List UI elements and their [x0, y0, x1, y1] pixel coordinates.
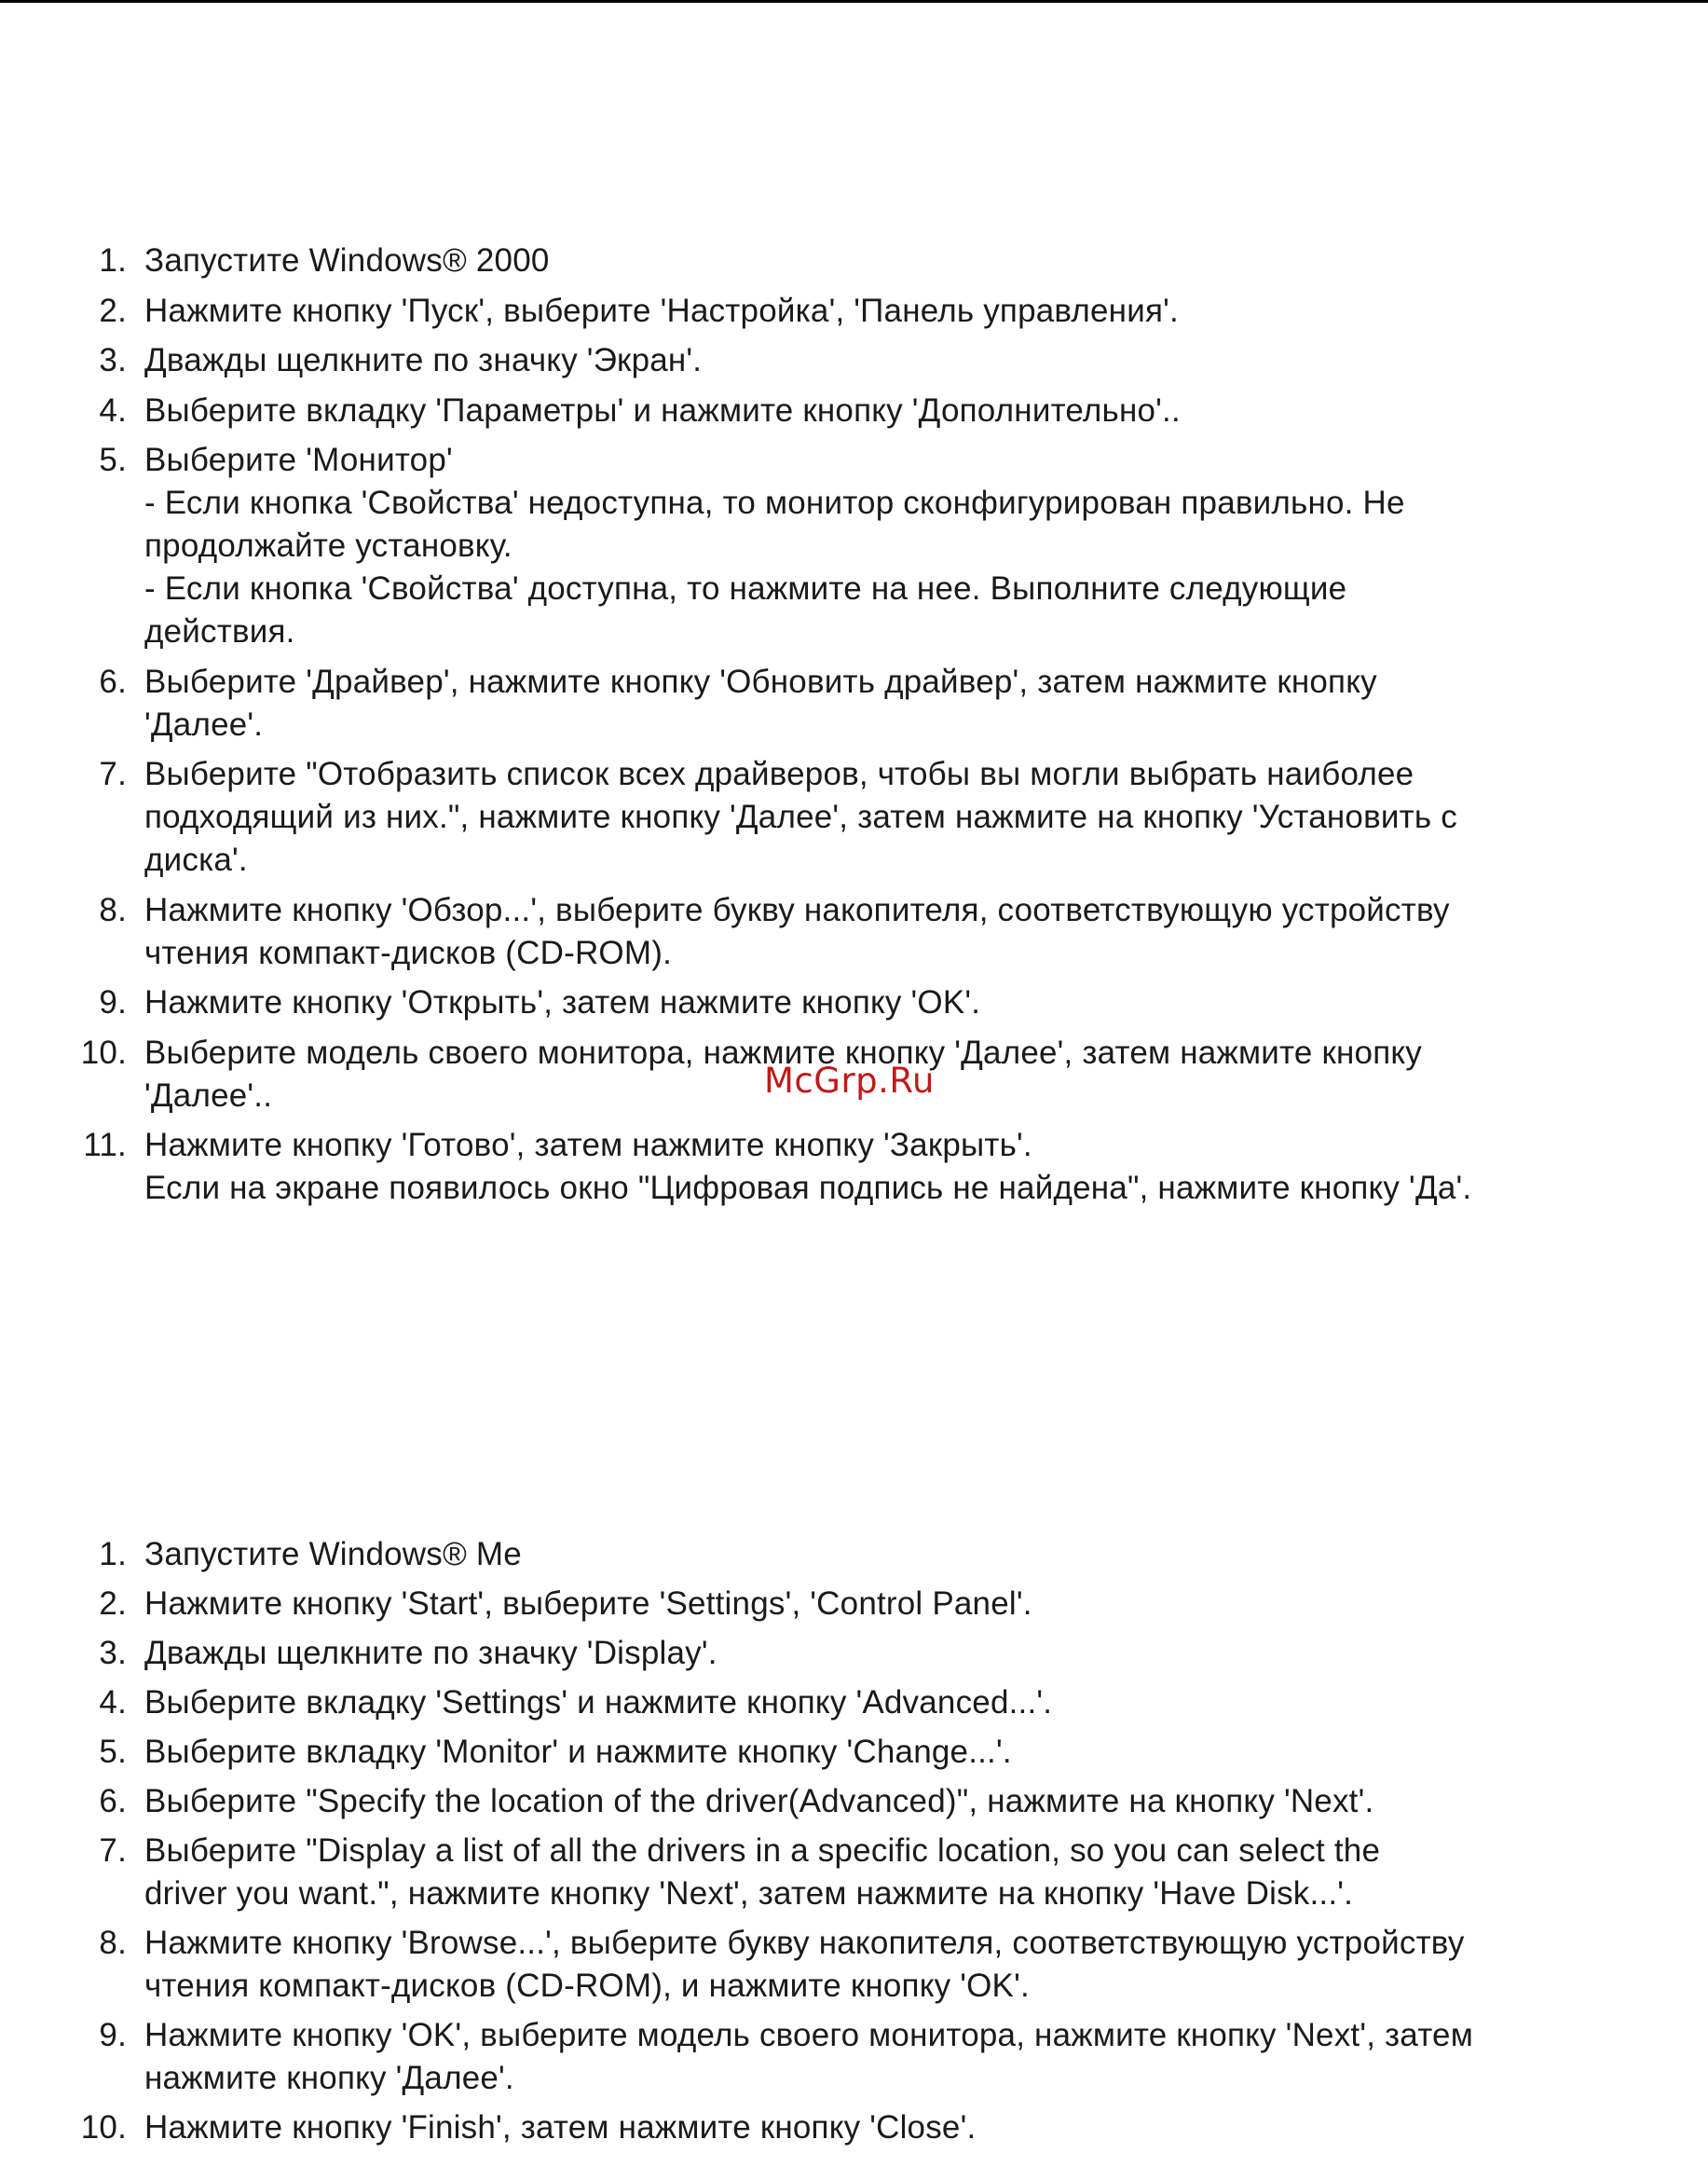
step-text-line: driver you want.", нажмите кнопку 'Next', затем нажмите на кнопку 'Have Disk...'. [144, 1875, 1354, 1912]
step-number: 7. [99, 756, 127, 792]
step-number: 6. [99, 663, 127, 700]
step-item [0, 240, 1631, 282]
step-item [0, 439, 1631, 653]
step-text: Выберите "Отобразить список всех драйверов, чтобы вы могли выбрать наиболее [144, 756, 1414, 792]
step-item [0, 1681, 1631, 1724]
step-item [0, 1583, 1631, 1625]
step-text-line: 'Далее'.. [144, 1077, 273, 1114]
step-number: 8. [99, 891, 127, 928]
step-text: Нажмите кнопку 'Browse...', выберите букву накопителя, соответствующую устройству [144, 1925, 1465, 1961]
step-text: Выберите вкладку 'Параметры' и нажмите кнопку 'Дополнительно'.. [144, 391, 1181, 429]
step-number: 10. [80, 1034, 127, 1071]
step-text: Выберите 'Драйвер', нажмите кнопку 'Обновить драйвер', затем нажмите кнопку [144, 663, 1377, 700]
step-number: 5. [99, 1734, 127, 1770]
step-text: Выберите модель своего монитора, нажмите кнопку 'Далее', затем нажмите кнопку [144, 1034, 1422, 1071]
step-number: 1. [99, 1536, 127, 1572]
step-text: Нажмите кнопку 'OK', выберите модель своего монитора, нажмите кнопку 'Next', затем [144, 2017, 1473, 2053]
step-number: 3. [99, 342, 127, 378]
step-number: 3. [99, 1635, 127, 1671]
step-text: Нажмите кнопку 'Пуск', выберите 'Настройка', 'Панель управления'. [144, 292, 1179, 329]
step-item [0, 1780, 1631, 1823]
step-number: 9. [99, 984, 127, 1021]
step-text-line: - Если кнопка 'Свойства' недоступна, то монитор сконфигурирован правильно. Не [144, 485, 1405, 521]
step-text: Дважды щелкните по значку 'Экран'. [144, 342, 703, 378]
step-text-line: диска'. [144, 842, 248, 878]
step-item [0, 889, 1631, 975]
step-number: 1. [99, 242, 127, 279]
step-item [0, 2106, 1631, 2149]
step-item [0, 661, 1631, 747]
step-item [0, 290, 1631, 333]
step-number: 9. [99, 2017, 127, 2053]
step-text: Нажмите кнопку 'Готово', затем нажмите кнопку 'Закрыть'. [144, 1127, 1032, 1163]
step-text-line: - Если кнопка 'Свойства' доступна, то нажмите на нее. Выполните следующие [144, 570, 1347, 607]
step-text: Нажмите кнопку 'Открыть', затем нажмите кнопку 'OK'. [144, 984, 981, 1021]
step-text-line: подходящий из них.", нажмите кнопку 'Далее', затем нажмите на кнопку 'Установить с [144, 799, 1457, 835]
step-number: 2. [99, 292, 127, 329]
step-item [0, 339, 1631, 382]
step-text-line: продолжайте установку. [144, 528, 512, 564]
step-text-line: чтения компакт-дисков (CD-ROM), и нажмите кнопку 'OK'. [144, 1968, 1030, 2004]
step-text-line: 'Далее'. [144, 706, 264, 743]
top-rule [0, 0, 1708, 3]
step-item [0, 1632, 1631, 1675]
step-text-line: чтения компакт-дисков (CD-ROM). [144, 934, 672, 971]
step-text: Нажмите кнопку 'Start', выберите 'Settings', 'Control Panel'. [144, 1585, 1032, 1622]
step-text: Выберите вкладку 'Settings' и нажмите кнопку 'Advanced...'. [144, 1684, 1053, 1721]
step-number: 11. [83, 1127, 127, 1163]
step-item [0, 753, 1631, 882]
step-number: 4. [99, 1684, 127, 1721]
step-item [0, 1830, 1631, 1915]
watermark: McGrp.Ru [764, 1061, 935, 1101]
step-text-line: нажмите кнопку 'Далее'. [144, 2060, 514, 2096]
step-number: 6. [99, 1783, 127, 1819]
step-number: 8. [99, 1925, 127, 1961]
step-number: 7. [99, 1832, 127, 1869]
step-item [0, 981, 1631, 1024]
step-number: 4. [99, 391, 127, 429]
step-item [0, 1124, 1631, 1210]
step-item [0, 1922, 1631, 2008]
step-text: Нажмите кнопку 'Finish', затем нажмите кнопку 'Close'. [144, 2109, 977, 2146]
step-item [0, 390, 1631, 432]
winme-install-steps [0, 1533, 1631, 2156]
step-text: Выберите вкладку 'Monitor' и нажмите кнопку 'Change...'. [144, 1734, 1012, 1770]
step-item [0, 1533, 1631, 1576]
step-item [0, 1731, 1631, 1774]
step-text: Выберите 'Монитор' [144, 442, 453, 478]
step-number: 5. [99, 442, 127, 478]
step-text-line: Если на экране появилось окно "Цифровая подпись не найдена", нажмите кнопку 'Да'. [144, 1170, 1472, 1206]
step-text: Выберите "Specify the location of the driver(Advanced)", нажмите на кнопку 'Next'. [144, 1783, 1374, 1819]
step-text: Нажмите кнопку 'Обзор...', выберите букву накопителя, соответствующую устройству [144, 891, 1450, 928]
step-text: Выберите "Display a list of all the drivers in a specific location, so you can select the [144, 1832, 1381, 1869]
step-item [0, 2014, 1631, 2100]
step-text: Запустите Windows® 2000 [144, 242, 550, 279]
step-text: Дважды щелкните по значку 'Display'. [144, 1635, 717, 1671]
step-text: Запустите Windows® Me [144, 1536, 522, 1572]
step-text-line: действия. [144, 613, 295, 650]
step-number: 2. [99, 1585, 127, 1622]
step-number: 10. [80, 2109, 127, 2146]
